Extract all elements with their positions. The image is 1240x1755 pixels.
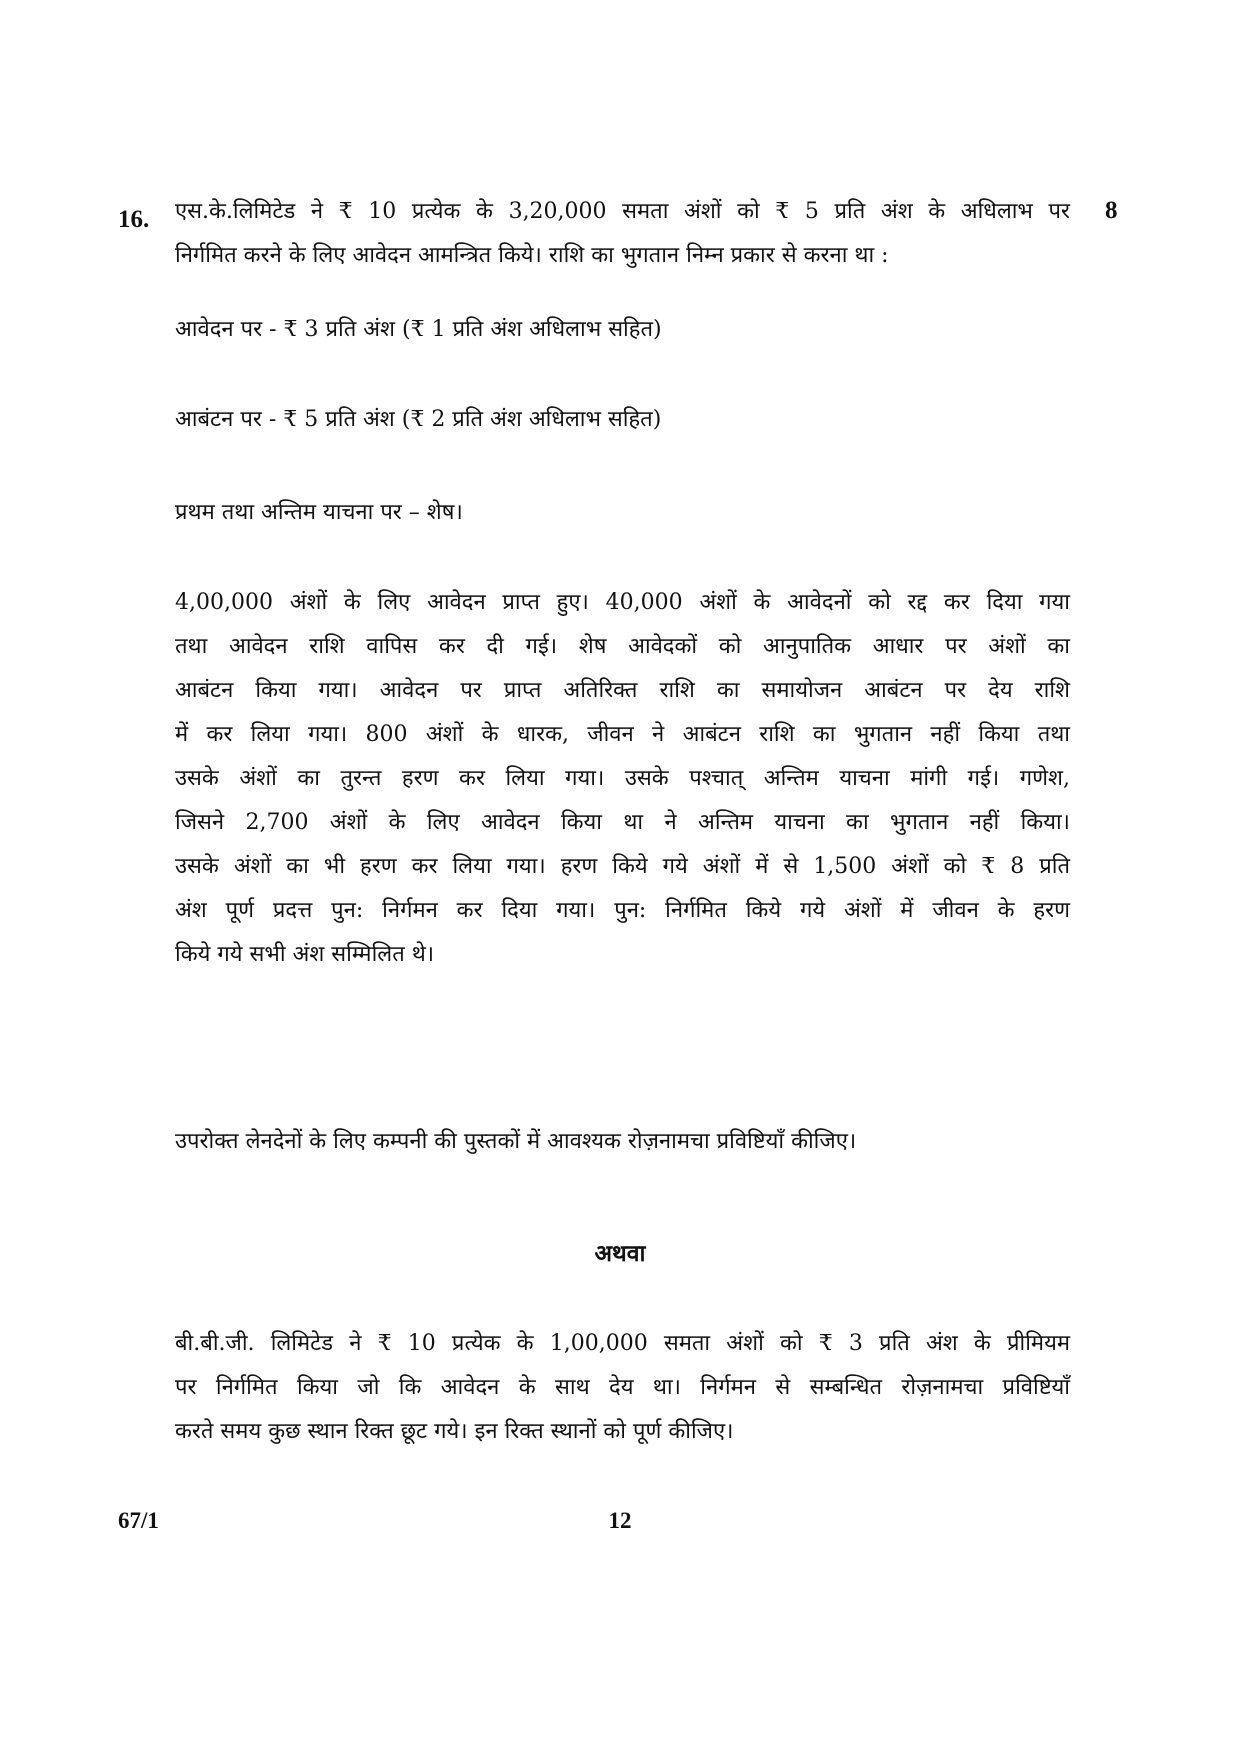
body-line: आबंटन किया गया। आवेदन पर प्राप्त अतिरिक्त राशि का समायोजन आबंटन पर देय राशि: [175, 678, 1070, 703]
question-body: [175, 581, 1070, 977]
body-line: में कर लिया गया। 800 अंशों के धारक, जीवन ने आबंटन राशि का भुगतान नहीं किया तथा: [175, 722, 1070, 747]
intro-line: निर्गमित करने के लिए आवेदन आमन्त्रित किये। राशि का भुगतान निम्न प्रकार से करना था :: [175, 243, 889, 268]
body-line: किये गये सभी अंश सम्मिलित थे।: [175, 942, 435, 967]
alt-line: पर निर्गमित किया जो कि आवेदन के साथ देय था। निर्गमन से सम्बन्धित रोज़नामचा प्रविष्टियाँ: [175, 1375, 1070, 1400]
alt-line: करते समय कुछ स्थान रिक्त छूट गये। इन रिक्त स्थानों को पूर्ण कीजिए।: [175, 1419, 734, 1444]
paper-code: 67/1: [118, 1508, 159, 1533]
question-number: 16.: [118, 206, 150, 233]
payment-on-allotment: आबंटन पर - ₹ 5 प्रति अंश (₹ 2 प्रति अंश अधिलाभ सहित): [175, 407, 662, 432]
page-number: 12: [608, 1508, 632, 1533]
question-intro: [175, 190, 1070, 278]
body-line: 4,00,000 अंशों के लिए आवेदन प्राप्त हुए। 40,000 अंशों के आवेदनों को रद्द कर दिया गया: [175, 590, 1070, 615]
body-line: उसके अंशों का भी हरण कर लिया गया। हरण किये गये अंशों में से 1,500 अंशों को ₹ 8 प्रति: [175, 854, 1070, 879]
question-marks: 8: [1105, 197, 1118, 224]
body-line: जिसने 2,700 अंशों के लिए आवेदन किया था ने अन्तिम याचना का भुगतान नहीं किया।: [175, 810, 1070, 835]
question-instruction: उपरोक्त लेनदेनों के लिए कम्पनी की पुस्तकों में आवश्यक रोज़नामचा प्रविष्टियाँ कीजिए।: [175, 1129, 857, 1154]
intro-line: एस.के.लिमिटेड ने ₹ 10 प्रत्येक के 3,20,000 समता अंशों को ₹ 5 प्रति अंश के अधिलाभ पर: [175, 199, 1070, 224]
body-line: अंश पूर्ण प्रदत्त पुन: निर्गमन कर दिया गया। पुन: निर्गमित किये गये अंशों में जीवन के हरण: [175, 898, 1070, 923]
body-line: उसके अंशों का तुरन्त हरण कर लिया गया। उसके पश्चात् अन्तिम याचना मांगी गई। गणेश,: [175, 766, 1070, 791]
body-line: तथा आवेदन राशि वापिस कर दी गई। शेष आवेदकों को आनुपातिक आधार पर अंशों का: [175, 634, 1070, 659]
payment-on-final-call: प्रथम तथा अन्तिम याचना पर – शेष।: [175, 500, 463, 525]
alt-line: बी.बी.जी. लिमिटेड ने ₹ 10 प्रत्येक के 1,00,000 समता अंशों को ₹ 3 प्रति अंश के प्रीमियम: [175, 1331, 1070, 1356]
payment-on-application: आवेदन पर - ₹ 3 प्रति अंश (₹ 1 प्रति अंश अधिलाभ सहित): [175, 317, 662, 342]
alternative-question: [175, 1322, 1070, 1454]
or-heading: अथवा: [594, 1240, 646, 1267]
